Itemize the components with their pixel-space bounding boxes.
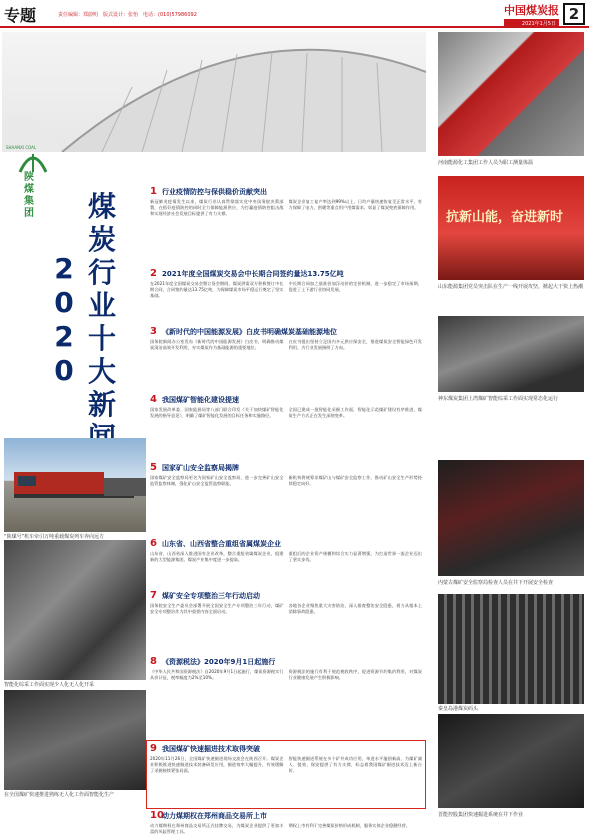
- photo-mining-face: [4, 540, 146, 680]
- photo-mining-tunnel: [4, 690, 146, 790]
- news-item: [150, 538, 422, 591]
- news-number: 10: [150, 810, 164, 821]
- news-title: 我国煤矿智能化建设提速: [162, 395, 239, 404]
- news-body: 国务院新闻办公室发布《新时代的中国能源发展》白皮书，明确推动煤炭清洁高效开发利用，夯实煤炭作为基础能源的重要地位。: [150, 339, 284, 350]
- news-number: 4: [150, 394, 157, 405]
- coal-shed-graphic: [2, 32, 426, 152]
- section-name: 专题: [4, 6, 37, 25]
- locomotive-graphic: [4, 438, 146, 532]
- news-number: 3: [150, 326, 157, 337]
- photo-safety-inspection: [438, 460, 584, 576]
- masthead: [504, 2, 559, 28]
- company-logo-icon: [16, 150, 50, 174]
- photo-caption-coal-port: 秦皇岛港煤炭码头: [438, 706, 479, 712]
- photo-train: [4, 438, 146, 532]
- photo-caption-rapid-tunneling: 晋能控股集团快速掘进系统在井下作业: [438, 812, 524, 818]
- headline-year: 2020: [54, 252, 74, 387]
- news-body: 2020年11月26日，全国煤矿快速掘进现场交流会在陕西召开。煤炭企业积极推进快速掘进技术装备研发应用，掘进效率大幅提升，有效缓解了采掘接续紧张局面。: [150, 756, 284, 773]
- news-number: 8: [150, 656, 157, 667]
- photo-temperature-check: [438, 32, 584, 156]
- photo-caption-safety-inspection: 内蒙古煤矿安全监察局检查人员在井下开展安全检查: [438, 580, 554, 586]
- news-title: 动力煤期权在郑州商品交易所上市: [162, 811, 267, 820]
- photo-caption-smart-mining: 神东煤炭集团上湾煤矿智能综采工作面实现常态化运行: [438, 396, 559, 402]
- news-body: 新机构将统筹非煤矿山与煤矿安全监察工作，推动矿山安全生产形势持续稳定向好。: [288, 475, 422, 486]
- news-title: 《资源税法》2020年9月1日起施行: [162, 657, 276, 666]
- news-title: 2021年度全国煤炭交易会中长期合同签约量达13.75亿吨: [162, 269, 344, 278]
- news-item: [150, 462, 422, 525]
- news-item-highlighted: [146, 740, 426, 809]
- photo-coal-port: [438, 594, 584, 704]
- photo-caption-mining-face: 智能化综采工作面实现少人化无人化开采: [4, 682, 95, 688]
- news-item: [150, 326, 422, 387]
- banner-illustration: [2, 32, 426, 152]
- news-body: 新冠肺炎疫情发生以来，煤炭行业认真贯彻落实党中央国务院决策部署，在抓好疫情防控的同时全力保障能源供应，为打赢疫情防控阻击战和实现经济社会发展目标提供了有力支撑。: [150, 199, 284, 216]
- news-number: 5: [150, 462, 157, 473]
- page-number: 2: [563, 3, 585, 25]
- photo-party-banner: [438, 176, 584, 280]
- news-body: 中长期合同加之基准价加浮动价的定价机制，进一步稳定了市场预期，促进了上下游行业协同发展。: [288, 281, 422, 292]
- news-body: 期权上市有利于完善煤炭价格形成机制，服务实体企业稳健经营。: [288, 823, 410, 828]
- news-title: 煤矿安全专项整治三年行动启动: [162, 591, 260, 600]
- news-number: 1: [150, 186, 157, 197]
- photo-caption-temperature-check: 河南能源化工集团工作人员为职工测量体温: [438, 160, 534, 166]
- news-body: 白皮书提出坚持立足国内多元供应保安全，推进煤炭安全智能绿色开发利用，为行业发展指明了方向。: [288, 339, 422, 350]
- news-number: 2: [150, 268, 157, 279]
- news-body: 资源税法的施行有利于规范税收秩序，促进资源节约集约利用，对煤炭行业健康发展产生积极影响。: [288, 669, 422, 680]
- news-title: 行业疫情防控与保供稳价贡献突出: [162, 187, 267, 196]
- news-body: 全国已建成一批智能化采掘工作面，智能化示范煤矿建设有序推进，煤炭生产方式正在发生深刻变革。: [288, 407, 422, 418]
- masthead-name: 中国煤炭报: [504, 4, 559, 17]
- news-item: [150, 268, 422, 321]
- photo-caption-party-banner: 山东能源集团党员突击队在生产一线开展攻坚，掀起大干快上热潮: [438, 284, 584, 290]
- photo-rapid-tunneling: [438, 714, 584, 808]
- news-body: 各地各企业聚焦重大灾害防治，深入排查整治安全隐患，着力从根本上消除事故隐患。: [288, 603, 422, 614]
- page-headline: 煤炭行业十大新: [87, 190, 116, 421]
- photo-caption-mining-tunnel: 在全国煤矿快速推进熟练无人化工作面智能化生产: [4, 792, 115, 798]
- news-body: 国家发展改革委、国家能源局等八部门联合印发《关于加快煤矿智能化发展的指导意见》，明确了煤矿智能化发展的目标任务和实施路径。: [150, 407, 284, 418]
- company-name: 陕煤集团: [24, 172, 34, 219]
- company-english-name: SHAANXI COAL: [6, 145, 37, 150]
- news-title: 我国煤矿快速掘进技术取得突破: [162, 744, 260, 753]
- news-body: 煤炭企业复工复产率达到99%以上，日均产量快速恢复至正常水平，有力保障了电力、供暖等重点用户用煤需求，彰显了煤炭兜底保障作用。: [288, 199, 422, 210]
- news-item: [150, 810, 422, 840]
- news-body: 山东省、山西省深入推进国有企业改革，整合重组省属煤炭企业，组建新的大型能源集团，煤炭产业集中度进一步提高。: [150, 551, 284, 562]
- news-title: 山东省、山西省整合重组省属煤炭企业: [162, 539, 281, 548]
- banner-slogan: 抗新山能，奋进新时: [446, 210, 564, 225]
- news-item: [150, 394, 422, 465]
- news-body: 智能快速掘进系统在多个矿井成功应用，单进水平屡创新高，为煤矿减人、提效、保安提供了有力支撑，标志着我国煤矿掘进技术迈上新台阶。: [288, 756, 422, 773]
- photo-smart-mining: [438, 316, 584, 392]
- news-body: 动力煤期权在郑州商品交易所正式挂牌交易，为煤炭企业提供了更加丰富的风险管理工具。: [150, 823, 284, 834]
- news-body: 《中华人民共和国资源税法》自2020年9月1日起施行，煤炭资源税实行从价计征，税率幅度为2%至10%。: [150, 669, 284, 680]
- news-title: 《新时代的中国能源发展》白皮书明确煤炭基础能源地位: [162, 327, 337, 336]
- page-header: [0, 0, 589, 28]
- news-body: 在2021年度全国煤炭交易会暨订货会期间，煤炭供需双方积极签订中长期合同，合同签约量达13.75亿吨，为保障煤炭市场平稳运行奠定了坚实基础。: [150, 281, 284, 298]
- editor-info: 责任编辑：郑蔚明 版式设计：张怡 电话：(010)57986092: [58, 12, 197, 18]
- news-title: 国家矿山安全监察局揭牌: [162, 463, 239, 472]
- news-number: 9: [150, 743, 157, 754]
- news-item: [150, 590, 422, 651]
- news-body: 重组后的企业资产规模和综合实力显著增强，为打造世界一流企业迈出了坚实步伐。: [288, 551, 422, 562]
- photo-caption-train: “陕煤号”机车牵引万吨重载煤炭列车奔向远方: [4, 534, 105, 540]
- news-body: 国务院安全生产委员会部署开展全国安全生产专项整治三年行动，煤矿安全专项整治作为其中重要内容全面启动。: [150, 603, 284, 614]
- news-item: [150, 656, 422, 719]
- news-item: [150, 186, 422, 257]
- issue-date: 2021年1月5日: [504, 19, 559, 28]
- news-body: 国家煤矿安全监察局更名为国家矿山安全监察局，进一步完善矿山安全监管监察体制，强化矿山安全监管监察职能。: [150, 475, 284, 486]
- news-number: 7: [150, 590, 157, 601]
- news-number: 6: [150, 538, 157, 549]
